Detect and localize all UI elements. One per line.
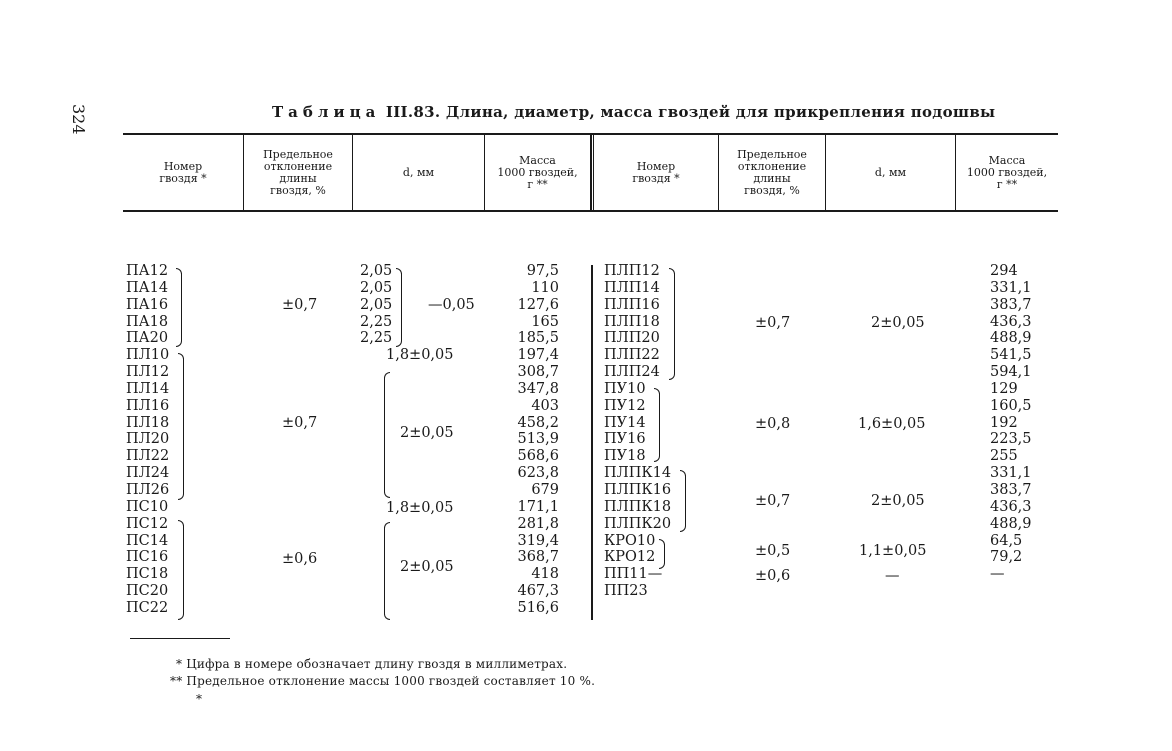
pa-diameter: 2,25 <box>360 330 393 347</box>
footnote-1: * Цифра в номере обозначает длину гвоздя в миллиметрах. <box>176 657 568 671</box>
pa-tolerance: ±0,7 <box>282 297 318 313</box>
header-diameter-right: d, мм <box>874 166 907 179</box>
nail-name: ПЛПК16 <box>604 481 672 498</box>
mass-value: 383,7 <box>990 481 1032 498</box>
body-middle-divider <box>591 265 593 620</box>
nail-name: ПЛПК18 <box>604 498 672 515</box>
pl-diameter: 2±0,05 <box>400 425 454 441</box>
pa-diameters <box>360 263 392 347</box>
mass-value: 403 <box>531 397 559 414</box>
nail-name: ПЛ16 <box>126 397 170 414</box>
mass-value: 331,1 <box>990 465 1032 482</box>
header-mass: Масса 1000 гвоздей, г ** <box>497 154 578 191</box>
nail-name: ПС22 <box>126 599 169 616</box>
mass-value: 308,7 <box>517 364 559 381</box>
mass-value: 418 <box>531 566 559 583</box>
ps-brace <box>178 520 184 620</box>
plp-diameter: 2±0,05 <box>871 315 925 331</box>
nail-name: ПЛП18 <box>604 313 660 330</box>
header-nail-number-right: Номер гвоздя * <box>632 160 680 185</box>
plp-tolerance: ±0,7 <box>755 315 791 331</box>
nail-name: ПА12 <box>126 263 169 279</box>
nail-name: ПС18 <box>126 566 169 583</box>
mass-value: 623,8 <box>517 465 559 482</box>
plpk-tolerance: ±0,7 <box>755 493 791 509</box>
pa-diameter: 2,05 <box>360 263 393 279</box>
nail-name: ПУ16 <box>604 431 646 448</box>
mass-value: 594,1 <box>990 364 1032 381</box>
footnote-rule <box>130 638 230 639</box>
nail-name: ПЛП16 <box>604 296 660 313</box>
mass-value: 436,3 <box>990 313 1032 330</box>
mass-value: — <box>990 566 1005 583</box>
nail-name: ПЛ26 <box>126 481 170 498</box>
pu-brace <box>654 388 660 462</box>
page-number: 324 <box>69 104 88 135</box>
mass-value: 197,4 <box>517 347 559 364</box>
mass-value: 79,2 <box>990 549 1023 566</box>
mass-value: 467,3 <box>517 583 559 600</box>
mass-value: 383,7 <box>990 296 1032 313</box>
pp-diameter: — <box>885 568 900 584</box>
mass-value: 281,8 <box>517 515 559 532</box>
nail-name: ПС16 <box>126 549 169 566</box>
header-mass-right: Масса 1000 гвоздей, г ** <box>966 154 1048 191</box>
pa-diameter: 2,25 <box>360 313 393 330</box>
nail-name: ПА14 <box>126 279 169 296</box>
mass-value: 185,5 <box>517 330 559 347</box>
nail-name: ПУ10 <box>604 380 646 397</box>
ps10-diameter: 1,8±0,05 <box>386 500 454 516</box>
mass-value: 160,5 <box>990 397 1032 414</box>
nail-name: ПЛПК20 <box>604 515 672 532</box>
right-masses <box>990 263 1032 583</box>
mass-value: 255 <box>990 448 1018 465</box>
pl-tolerance: ±0,7 <box>282 415 318 431</box>
nail-name: ПЛ18 <box>126 414 170 431</box>
nail-name: ПЛ12 <box>126 364 170 381</box>
header-diameter: d, мм <box>402 166 435 179</box>
table-title-text: III.83. Длина, диаметр, масса гвоздей для прикрепления подошвы <box>385 103 996 121</box>
nail-name: ПУ18 <box>604 448 646 465</box>
nail-name: ПЛП24 <box>604 364 660 381</box>
mass-value: 64,5 <box>990 532 1023 549</box>
nail-name: ПЛП12 <box>604 263 660 279</box>
left-nail-names <box>126 263 169 617</box>
nail-name: ПА20 <box>126 330 169 347</box>
pl10-diameter: 1,8±0,05 <box>386 347 454 363</box>
footnote-2: ** Предельное отклонение массы 1000 гвоздей составляет 10 %. <box>170 674 596 688</box>
pl-d-brace <box>384 372 390 498</box>
plpk-brace <box>680 470 686 532</box>
nail-name: ПС20 <box>126 583 169 600</box>
header-length-tolerance-right: Предельное отклонение длины гвоздя, % <box>737 148 807 197</box>
mass-value: 436,3 <box>990 498 1032 515</box>
nail-name: ПА16 <box>126 296 169 313</box>
mass-value: 568,6 <box>517 448 559 465</box>
nail-name: КРО10 <box>604 532 656 549</box>
table-title <box>272 103 995 121</box>
nail-name: ПС10 <box>126 498 169 515</box>
footnote-3: * <box>196 692 203 706</box>
mass-value: 129 <box>990 380 1018 397</box>
mass-value: 127,6 <box>517 296 559 313</box>
nail-name: ПУ14 <box>604 414 646 431</box>
nail-name: ПЛ22 <box>126 448 170 465</box>
ps-tolerance: ±0,6 <box>282 551 318 567</box>
mass-value: 488,9 <box>990 330 1032 347</box>
kro-tolerance: ±0,5 <box>755 543 791 559</box>
mass-value: 488,9 <box>990 515 1032 532</box>
mass-value: 679 <box>531 481 559 498</box>
plpk-diameter: 2±0,05 <box>871 493 925 509</box>
pa-brace <box>176 268 182 347</box>
pp-tolerance: ±0,6 <box>755 568 791 584</box>
col-sep-middle <box>590 134 592 210</box>
nail-name: ПС14 <box>126 532 169 549</box>
nail-name: ПЛ10 <box>126 347 170 364</box>
nail-name: ПП23 <box>604 583 648 600</box>
nail-name: ПЛ14 <box>126 380 170 397</box>
ps-d-brace <box>384 522 390 620</box>
mass-value: 516,6 <box>517 599 559 616</box>
header-nail-number: Номер гвоздя * <box>159 160 207 185</box>
nail-name: ПУ12 <box>604 397 646 414</box>
mass-value: 97,5 <box>526 263 559 279</box>
pa-diameter: 2,05 <box>360 296 393 313</box>
nail-name: КРО12 <box>604 549 656 566</box>
nail-name: ПП11— <box>604 566 663 583</box>
kro-diameter: 1,1±0,05 <box>859 543 927 559</box>
nail-name: ПЛП20 <box>604 330 660 347</box>
nail-name: ПЛ24 <box>126 465 170 482</box>
pu-tolerance: ±0,8 <box>755 416 791 432</box>
mass-value: 165 <box>531 313 559 330</box>
nail-name: ПЛПК14 <box>604 465 672 482</box>
pa-d-brace <box>396 268 402 347</box>
plp-brace <box>669 268 675 380</box>
nail-name: ПЛ20 <box>126 431 170 448</box>
nail-name: ПЛП22 <box>604 347 660 364</box>
nail-name: ПС12 <box>126 515 169 532</box>
mass-value: 110 <box>531 279 559 296</box>
mass-value: 319,4 <box>517 532 559 549</box>
pa-d-tolerance: —0,05 <box>428 297 475 313</box>
ps-diameter: 2±0,05 <box>400 559 454 575</box>
mass-value: 368,7 <box>517 549 559 566</box>
mass-value: 458,2 <box>517 414 559 431</box>
left-masses <box>495 263 559 617</box>
mass-value: 541,5 <box>990 347 1032 364</box>
table-title-label: Таблица <box>272 103 381 121</box>
mass-value: 192 <box>990 414 1018 431</box>
kro-brace <box>659 539 665 569</box>
mass-value: 331,1 <box>990 279 1032 296</box>
pl-brace <box>178 353 184 500</box>
mass-value: 347,8 <box>517 380 559 397</box>
pa-diameter: 2,05 <box>360 279 393 296</box>
mass-value: 223,5 <box>990 431 1032 448</box>
header-length-tolerance: Предельное отклонение длины гвоздя, % <box>263 148 333 197</box>
nail-name: ПЛП14 <box>604 279 660 296</box>
mass-value: 171,1 <box>517 498 559 515</box>
pu-diameter: 1,6±0,05 <box>858 416 926 432</box>
mass-value: 513,9 <box>517 431 559 448</box>
mass-value: 294 <box>990 263 1018 279</box>
nail-name: ПА18 <box>126 313 169 330</box>
